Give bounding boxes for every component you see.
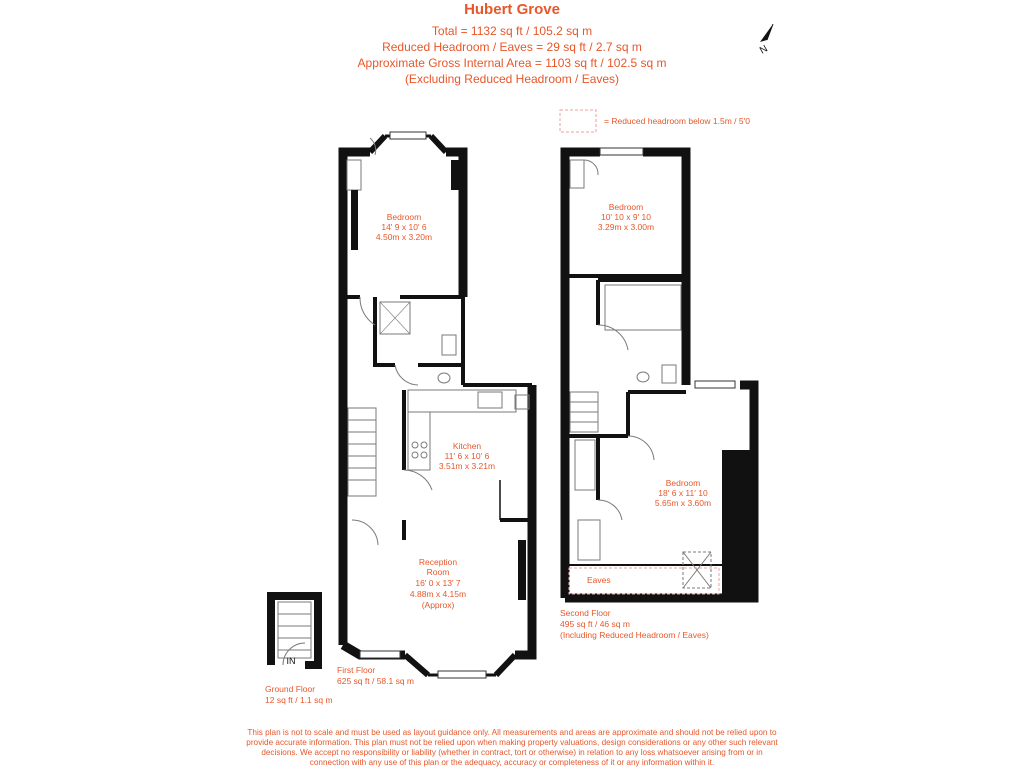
bedroom2-metric: 3.29m x 3.00m: [597, 222, 655, 232]
kitchen-metric: 3.51m x 3.21m: [438, 461, 496, 471]
area-note: (Excluding Reduced Headroom / Eaves): [404, 72, 620, 86]
bedroom1-name: Bedroom: [386, 212, 422, 222]
legend-swatch: [560, 110, 596, 132]
second-floor-note: (Including Reduced Headroom / Eaves): [560, 630, 709, 640]
reception-name-1: Reception: [418, 557, 458, 567]
disclaimer-line-3: decisions. We accept no responsibility or liability (whether in contract, tort or otherwise) in relation to any loss whatsoever arising from or in: [261, 748, 763, 757]
second-floor-name: Second Floor: [560, 608, 611, 618]
total-area: Total = 1132 sq ft / 105.2 sq m: [431, 24, 593, 38]
first-floor-name: First Floor: [337, 665, 376, 675]
bedroom3-name: Bedroom: [665, 478, 701, 488]
headroom-legend: [560, 110, 750, 132]
second-floor-area: 495 sq ft / 46 sq m: [560, 619, 630, 629]
eaves-label: Eaves: [587, 575, 611, 585]
second-floor-plan: [565, 148, 754, 598]
disclaimer-line-4: connection with any use of this plan or the adequacy, accuracy or completeness of it or any information within it.: [309, 758, 715, 767]
reception-metric: 4.88m x 4.15m: [409, 589, 467, 599]
legend-text: = Reduced headroom below 1.5m / 5'0: [604, 116, 750, 126]
reduced-headroom-area: Reduced Headroom / Eaves = 29 sq ft / 2.7 sq m: [382, 40, 642, 54]
disclaimer-line-1: This plan is not to scale and must be used as layout guidance only. All measurements and areas are approximate and should not be relied upon to: [247, 728, 777, 737]
bedroom2-name: Bedroom: [608, 202, 644, 212]
ground-floor-area: 12 sq ft / 1.1 sq m: [265, 695, 333, 705]
gross-internal-area: Approximate Gross Internal Area = 1103 sq ft / 102.5 sq m: [357, 56, 667, 70]
disclaimer-line-2: provide accurate information. This plan must not be relied upon when making property valuations, design considerations or any other such relevant: [246, 738, 778, 747]
bedroom2-imperial: 10' 10 x 9' 10: [600, 212, 652, 222]
kitchen-name: Kitchen: [452, 441, 482, 451]
bedroom3-imperial: 18' 6 x 11' 10: [658, 488, 708, 498]
north-arrow-icon: [758, 24, 773, 57]
bedroom1-imperial: 14' 9 x 10' 6: [381, 222, 427, 232]
ground-floor-plan: [271, 596, 318, 665]
reception-note: (Approx): [421, 600, 455, 610]
bedroom1-metric: 4.50m x 3.20m: [375, 232, 433, 242]
kitchen-imperial: 11' 6 x 10' 6: [444, 451, 490, 461]
entrance-label: IN: [286, 656, 296, 666]
bedroom3-metric: 5.65m x 3.60m: [654, 498, 712, 508]
plan-title: Hubert Grove: [464, 1, 560, 18]
north-label: N: [758, 43, 770, 57]
reception-imperial: 16' 0 x 13' 7: [415, 578, 461, 588]
ground-floor-name: Ground Floor: [265, 684, 316, 694]
reception-name-2: Room: [426, 567, 450, 577]
first-floor-area: 625 sq ft / 58.1 sq m: [337, 676, 415, 686]
disclaimer: [228, 728, 796, 768]
